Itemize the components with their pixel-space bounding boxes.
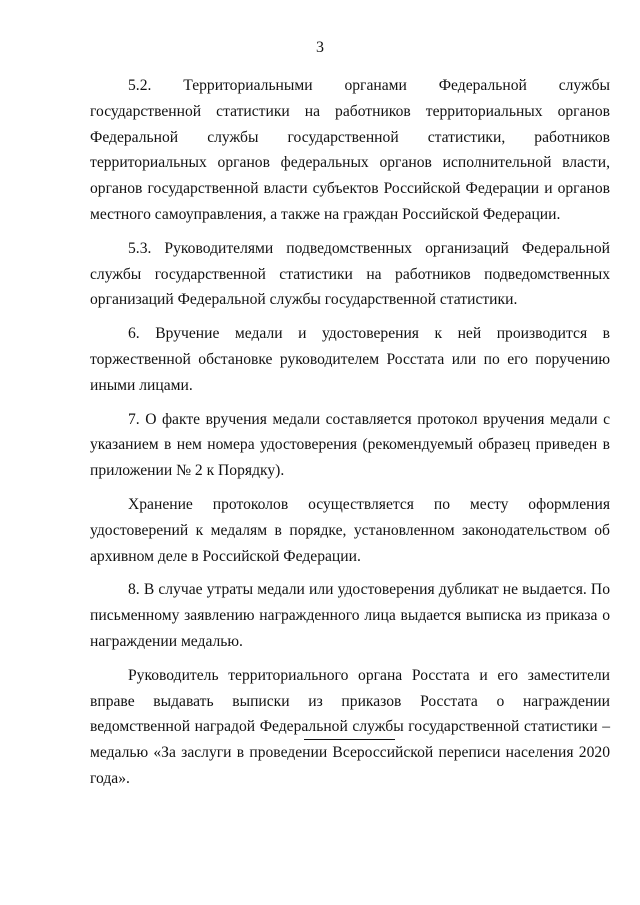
page-number: 3 xyxy=(316,39,324,56)
paragraph-7-storage: Хранение протоколов осуществляется по месту оформления удостоверений к медалям в порядке, установленном законодательством об архивном деле в Российской Федерации. xyxy=(90,495,610,565)
body-text xyxy=(90,73,610,800)
paragraph-6: 6. Вручение медали и удостоверения к ней производится в торжественной обстановке руководителем Росстата или по его поручению иными лицами. xyxy=(90,325,610,394)
paragraph-8-extracts: Руководитель территориального органа Росстата и его заместители вправе выдавать выписки из приказов Росстата о награждении ведомственной наградой Федеральной службы государственной статистики – медалью «За заслуги в проведении Всероссийской переписи населения 2020 года». xyxy=(90,666,610,787)
paragraph-7: 7. О факте вручения медали составляется протокол вручения медали с указанием в нем номера удостоверения (рекомендуемый образец приведен в приложении № 2 к Порядку). xyxy=(90,410,610,480)
end-separator-line xyxy=(304,739,395,740)
paragraph-5-3: 5.3. Руководителями подведомственных организаций Федеральной службы государственной статистики на работников подведомственных организаций Федеральной службы государственной статистики. xyxy=(90,239,610,309)
paragraph-5-2: 5.2. Территориальными органами Федеральной службы государственной статистики на работников территориальных органов Федеральной службы государственной статистики, работников территориальных органов федеральных органов исполнительной власти, органов государственной власти субъектов Российской Федерации и органов местного самоуправления, а также на граждан Российской Федерации. xyxy=(90,77,610,223)
paragraph-8: 8. В случае утраты медали или удостоверения дубликат не выдается. По письменному заявлению награжденного лица выдается выписка из приказа о награждении медалью. xyxy=(90,581,610,650)
